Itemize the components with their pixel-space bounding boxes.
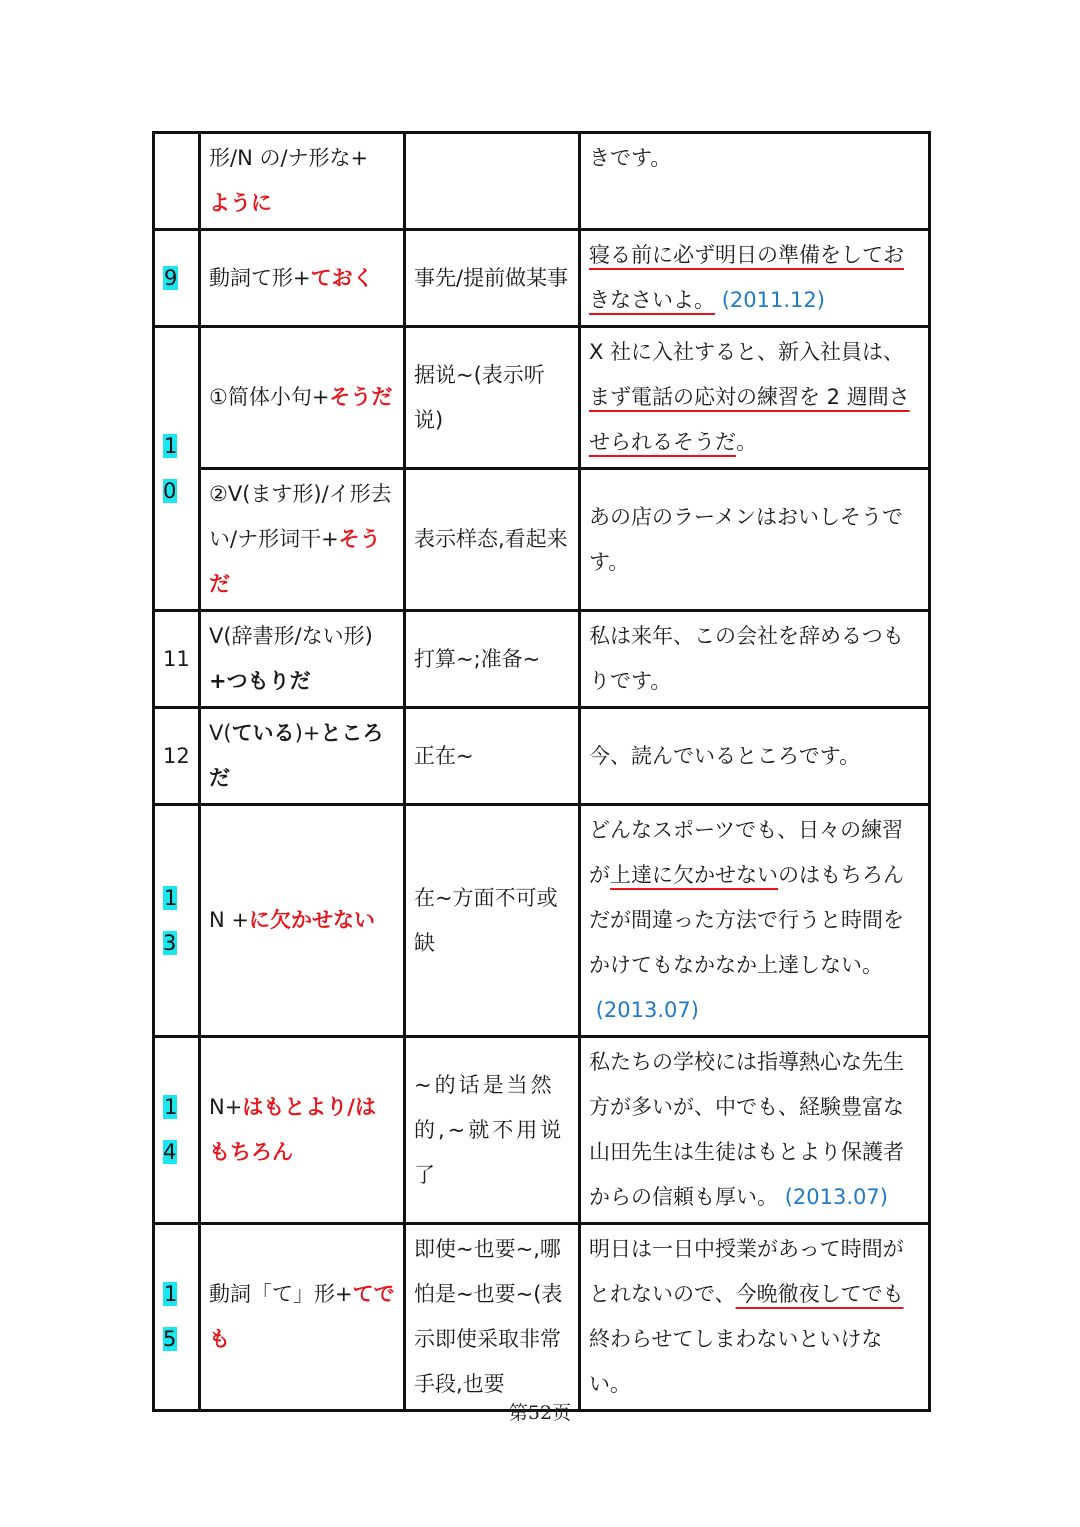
row-number: 14 [154,1037,200,1224]
grammar-keyword: ている [231,721,295,745]
grammar-structure: 動詞て形+ておく [200,230,405,327]
grammar-meaning [405,133,580,230]
row-number: 13 [154,805,200,1037]
grammar-structure: ①简体小句+そうだ [200,327,405,469]
table-row [154,1037,930,1224]
row-number: 11 [154,611,200,708]
example-sentence: どんなスポーツでも、日々の練習が上達に欠かせないのはもちろんだが間違った方法で行うと時間をかけてもなかなか上達しない。 (2013.07) [580,805,930,1037]
grammar-meaning: 表示样态,看起来 [405,469,580,611]
grammar-keyword: ておく [310,265,374,290]
grammar-keyword: はもとより/はもちろん [209,1095,376,1164]
grammar-meaning: 正在~ [405,708,580,805]
example-sentence: 明日は一日中授業があって時間がとれないので、今晩徹夜してでも終わらせてしまわないといけない。 [580,1224,930,1411]
table-row [154,1224,930,1411]
grammar-keyword: てでも [209,1282,395,1351]
grammar-structure: 形/N の/ナ形な+ ように [200,133,405,230]
grammar-meaning: 在~方面不可或缺 [405,805,580,1037]
grammar-keyword: ように [209,191,272,215]
example-sentence: 私たちの学校には指導熱心な先生方が多いが、中でも、経験豊富な山田先生は生徒はもとより保護者からの信頼も厚い。 (2013.07) [580,1037,930,1224]
grammar-structure: 動詞「て」形+てでも [200,1224,405,1411]
exam-year: (2011.12) [721,288,825,312]
grammar-keyword: ところだ [209,721,384,790]
example-sentence: 寝る前に必ず明日の準備をしておきなさいよ。 (2011.12) [580,230,930,327]
grammar-structure: N+はもとより/はもちろん [200,1037,405,1224]
grammar-meaning: 打算~;准备~ [405,611,580,708]
row-number: 9 [154,230,200,327]
row-number [154,133,200,230]
grammar-meaning: 即使~也要~,哪怕是~也要~(表示即使采取非常手段,也要 [405,1224,580,1411]
exam-year: (2013.07) [595,998,699,1022]
row-number: 12 [154,708,200,805]
grammar-structure: V(ている)+ところだ [200,708,405,805]
example-sentence: きです。 [580,133,930,230]
table-row [154,133,930,230]
grammar-keyword: +つもりだ [209,669,311,693]
grammar-table [152,131,931,1412]
table-row [154,611,930,708]
exam-year: (2013.07) [784,1185,888,1209]
example-sentence: あの店のラーメンはおいしそうです。 [580,469,930,611]
table-row [154,327,930,469]
grammar-keyword: に欠かせない [248,908,375,932]
grammar-meaning: ~的话是当然的,~就不用说了 [405,1037,580,1224]
grammar-meaning: 据说~(表示听说) [405,327,580,469]
page-number: 第52页 [508,1402,572,1424]
row-number: 15 [154,1224,200,1411]
row-number: 10 [154,327,200,611]
grammar-structure: ②V(ます形)/イ形去い/ナ形词干+そうだ [200,469,405,611]
example-sentence: X 社に入社すると、新入社員は、まず電話の応対の練習を 2 週間させられるそうだ。 [580,327,930,469]
example-sentence: 私は来年、この会社を辞めるつもりです。 [580,611,930,708]
grammar-structure: N +に欠かせない [200,805,405,1037]
example-sentence: 今、読んでいるところです。 [580,708,930,805]
grammar-meaning: 事先/提前做某事 [405,230,580,327]
grammar-keyword: そうだ [209,527,381,596]
table-row [154,708,930,805]
table-row [154,469,930,611]
grammar-keyword: そうだ [329,385,393,409]
grammar-structure: V(辞書形/ない形) +つもりだ [200,611,405,708]
table-row [154,805,930,1037]
table-row [154,230,930,327]
